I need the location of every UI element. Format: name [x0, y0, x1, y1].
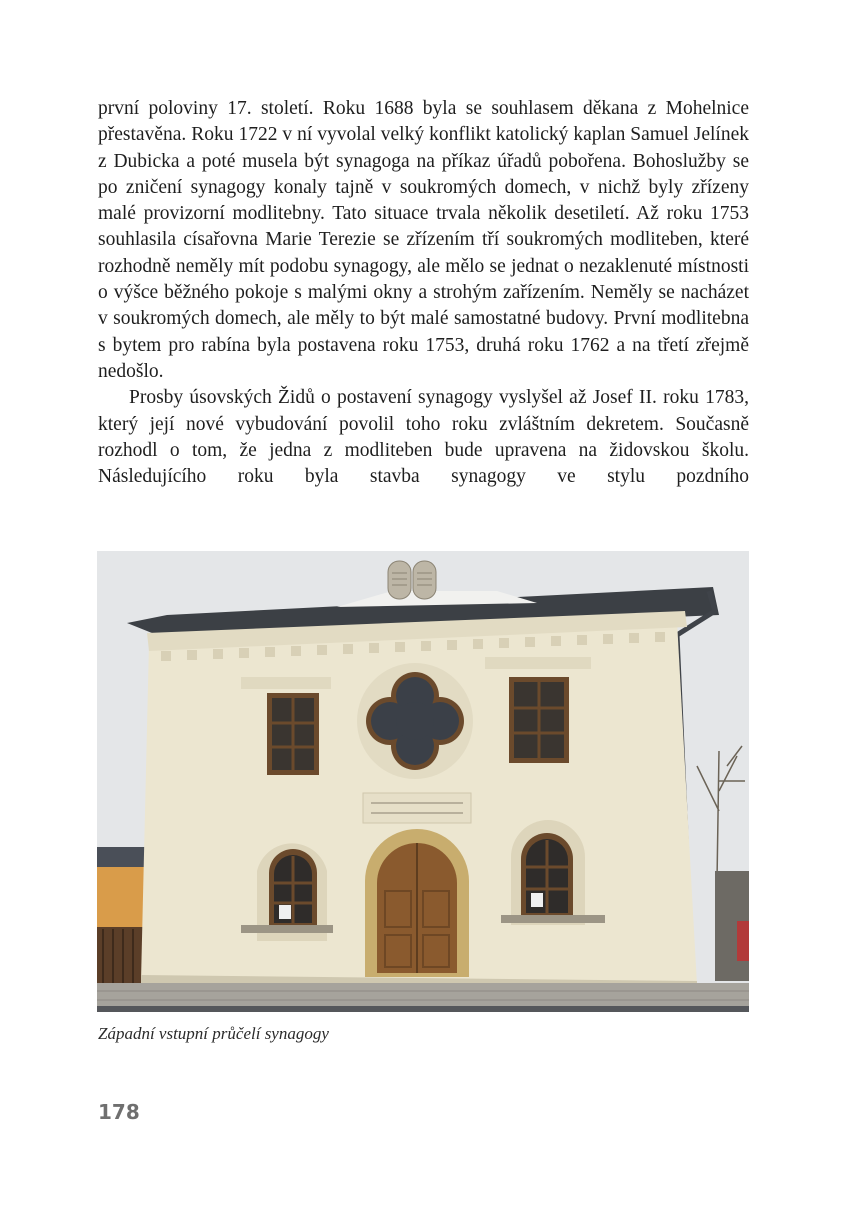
synagogue-photo — [97, 551, 749, 1012]
rose-window — [357, 663, 473, 779]
page-number: 178 — [98, 1100, 140, 1124]
entrance-door — [365, 829, 469, 977]
body-text — [98, 96, 749, 490]
paragraph-2: Prosby úsovských Židů o postavení synagogy vyslyšel až Josef II. roku 1783, který její nové vybudování povolil toho roku zvláštním dekretem. Současně rozhodl o tom, že jedna z modliteben bude upravena na židovskou školu. Následujícího roku byla stavba synagogy ve stylu pozdního — [98, 387, 749, 488]
figure-caption: Západní vstupní průčelí synagogy — [98, 1024, 329, 1043]
paragraph-1: první poloviny 17. století. Roku 1688 byla se souhlasem děkana z Mohelnice přestavěna. Roku 1722 v ní vyvolal velký konflikt katolický kaplan Samuel Jelínek z Dubicka a poté musela být synagoga na příkaz úřadů pobořena. Bohoslužby se po zničení synagogy konaly tajně v soukromých domech, v nichž byly zřízeny malé provizorní modlitebny. Tato situace trvala několik desetiletí. Až roku 1753 souhlasila císařovna Marie Terezie se zřízením tří soukromých modliteben, které rozhodně neměly mít podobu synagogy, ale mělo se jednat o nezaklenuté místnosti o výšce běžného pokoje s malými okny a strohým zařízením. Neměly se nacházet v soukromých domech, ale měly to být malé samostatné budovy. První modlitebna s bytem pro rabína byla postavena roku 1753, druhá roku 1762 a na třetí zřejmě nedošlo. — [98, 98, 749, 382]
